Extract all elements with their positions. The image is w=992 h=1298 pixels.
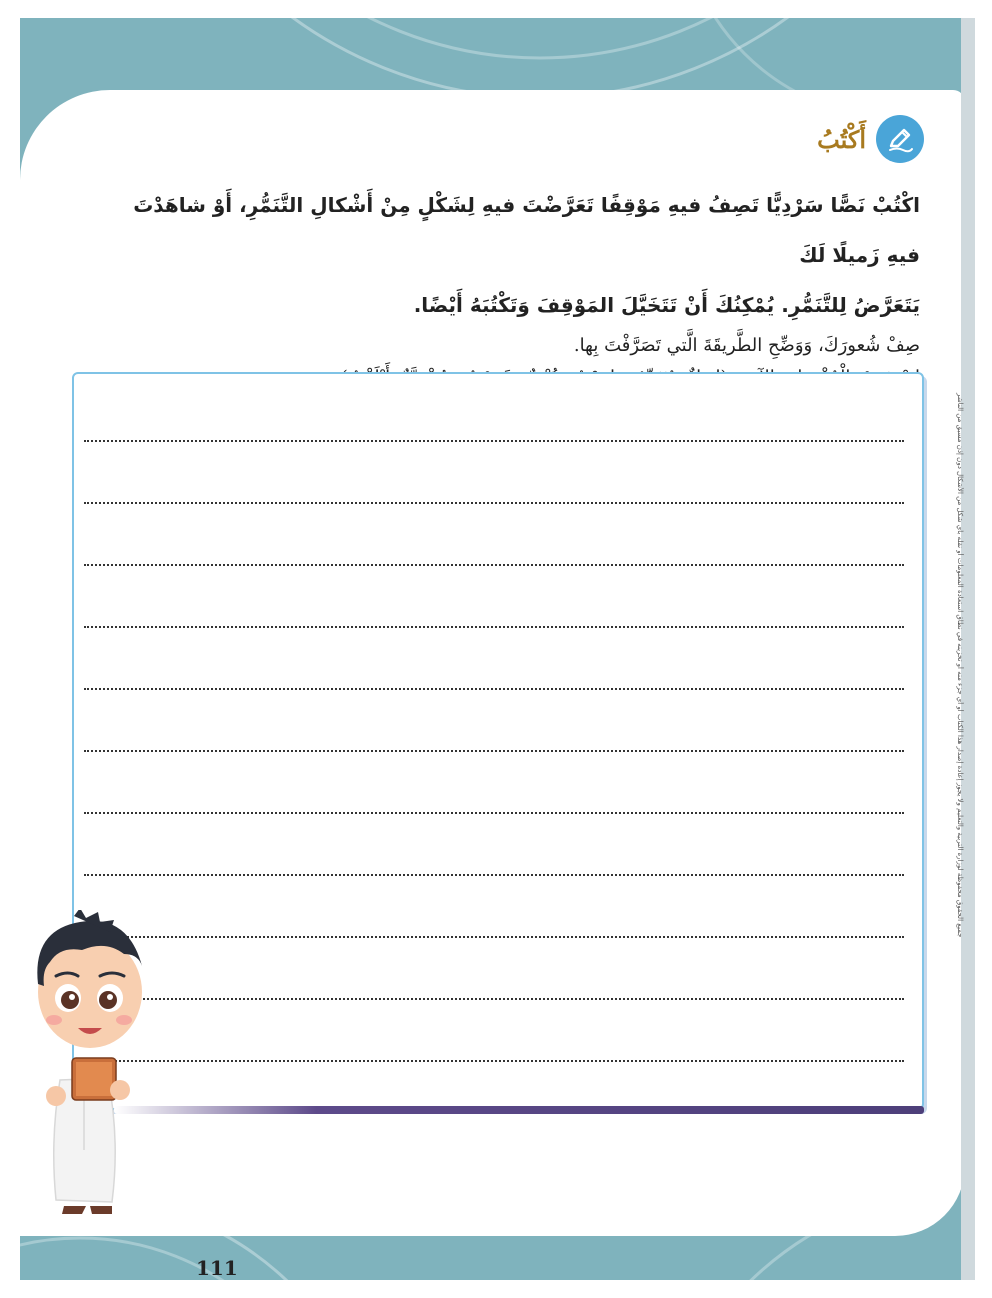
section-title: أَكْتُبُ [817,124,866,154]
writing-line[interactable] [84,564,904,566]
copyright-note: جميع الحقوق محفوظة لوزارة التربية والتعليم ولا يجوز إعادة إصدار هذا الكتاب أو أي جزء منه أو تخزينه في نطاق استعادة المعلومات أو نقله بأي شكل من الأشكال دون إذن مسبق من الناشر [956,392,964,938]
writing-line[interactable] [84,874,904,876]
instruction-line-3: صِفْ شُعورَكَ، وَوَضِّحِ الطَّريقَةَ الَّتي تَصَرَّفْتَ بِها. [573,335,920,356]
writing-line[interactable] [84,750,904,752]
writing-line[interactable] [84,812,904,814]
writing-line[interactable] [84,998,904,1000]
boy-illustration [20,910,170,1230]
instruction-line-1: اكْتُبْ نَصًّا سَرْدِيًّا تَصِفُ فيهِ مَوْقِفًا تَعَرَّضْتَ فيهِ لِشَكْلٍ مِنْ أَشْكالِ التَّنَمُّرِ، أَوْ شاهَدْتَ فيهِ زَميلًا لَكَ [133,193,920,267]
writing-line[interactable] [84,626,904,628]
pencil-icon [876,115,924,163]
writing-line[interactable] [84,1060,904,1062]
page-number: 111 [196,1256,238,1280]
writing-line[interactable] [84,440,904,442]
writing-line[interactable] [84,936,904,938]
instruction-line-2: يَتَعَرَّضُ لِلتَّنَمُّرِ. يُمْكِنُكَ أَنْ تَتَخَيَّلَ المَوْقِفَ وَتَكْتُبَهُ أَيْضًا. [413,293,920,317]
writing-line[interactable] [84,502,904,504]
box-shadow-bar [114,1106,924,1114]
writing-line[interactable] [84,688,904,690]
writing-area[interactable] [72,372,924,1110]
instructions [120,180,920,394]
section-header [817,115,924,163]
